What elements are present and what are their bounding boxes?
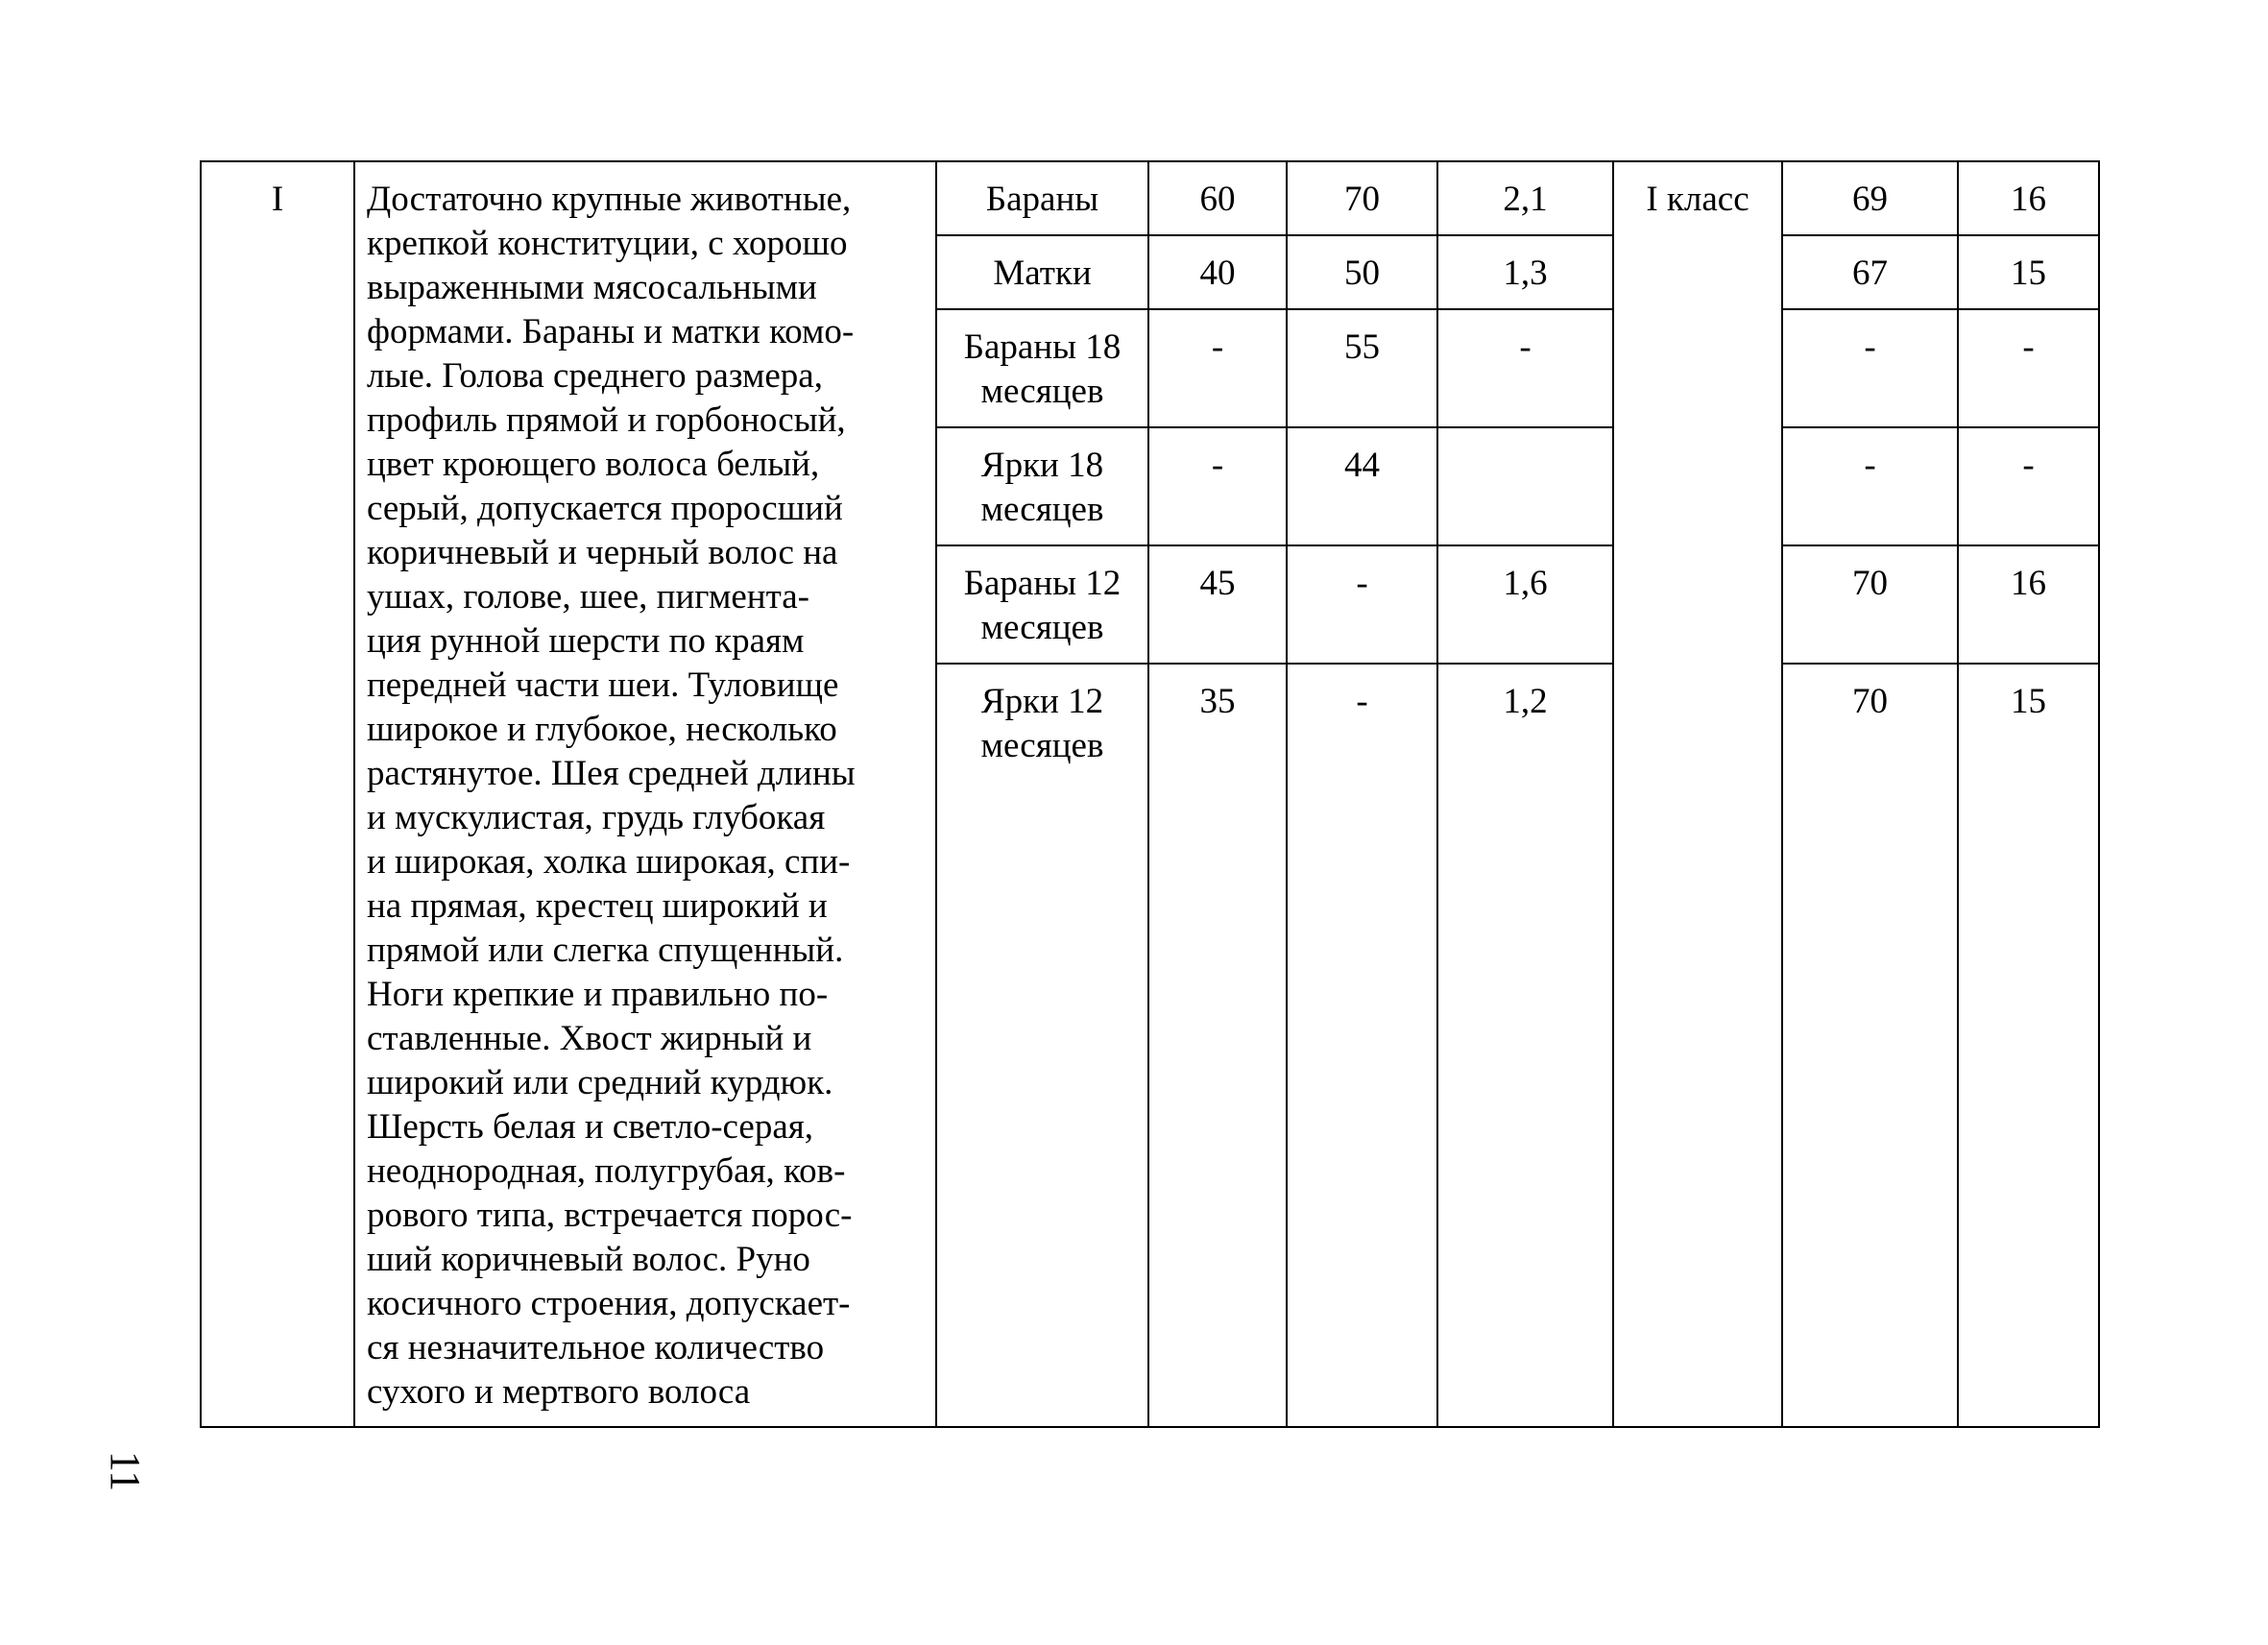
group-cell: Матки (936, 235, 1148, 309)
table-row (201, 161, 2099, 235)
value-cell: 44 (1287, 427, 1437, 545)
value-cell: 55 (1287, 309, 1437, 427)
value-cell: 50 (1287, 235, 1437, 309)
value-cell: 70 (1782, 664, 1958, 1427)
group-cell: Бараны 12 месяцев (936, 545, 1148, 664)
value-cell: 1,2 (1437, 664, 1613, 1427)
value-cell: 70 (1782, 545, 1958, 664)
value-cell: 35 (1148, 664, 1287, 1427)
wool-class-cell: I класс (1613, 161, 1782, 1427)
value-cell: - (1287, 664, 1437, 1427)
value-cell: - (1782, 427, 1958, 545)
value-cell: - (1958, 427, 2099, 545)
value-cell: 69 (1782, 161, 1958, 235)
value-cell: 2,1 (1437, 161, 1613, 235)
class-code-cell: I (201, 161, 354, 1427)
value-cell: 70 (1287, 161, 1437, 235)
value-cell: 16 (1958, 545, 2099, 664)
value-cell: - (1287, 545, 1437, 664)
value-cell: - (1782, 309, 1958, 427)
group-cell: Бараны (936, 161, 1148, 235)
value-cell: 60 (1148, 161, 1287, 235)
value-cell: - (1958, 309, 2099, 427)
value-cell: - (1148, 427, 1287, 545)
value-cell: 16 (1958, 161, 2099, 235)
value-cell: 1,6 (1437, 545, 1613, 664)
value-cell: 15 (1958, 235, 2099, 309)
page-number: 11 (102, 1450, 149, 1492)
group-cell: Бараны 18 месяцев (936, 309, 1148, 427)
value-cell: 40 (1148, 235, 1287, 309)
value-cell (1437, 427, 1613, 545)
group-cell: Ярки 18 месяцев (936, 427, 1148, 545)
breed-standard-table (200, 160, 2100, 1428)
value-cell: - (1148, 309, 1287, 427)
description-cell: Достаточно крупные животные, крепкой конституции, с хорошо выраженными мясосальными формами. Бараны и матки комо- лые. Голова среднего размера, профиль прямой и горбоносый, цвет кроющего волоса белый, серый, допускается проросший коричневый и черный волос на ушах, голове, шее, пигмента- ция рунной шерсти по краям передней части шеи. Туловище широкое и глубокое, несколько растянутое. Шея средней длины и мускулистая, грудь глубокая и широкая, холка широкая, спи- на прямая, крестец широкий и прямой или слегка спущенный. Ноги крепкие и правильно по- ставленные. Хвост жирный и широкий или средний курдюк. Шерсть белая и светло-серая, неоднородная, полугрубая, ков- рового типа, встречается порос- ший коричневый волос. Руно косичного строения, допускает- ся незначительное количество сухого и мертвого волоса (354, 161, 936, 1427)
value-cell: 67 (1782, 235, 1958, 309)
value-cell: 15 (1958, 664, 2099, 1427)
group-cell: Ярки 12 месяцев (936, 664, 1148, 1427)
value-cell: 1,3 (1437, 235, 1613, 309)
value-cell: - (1437, 309, 1613, 427)
value-cell: 45 (1148, 545, 1287, 664)
